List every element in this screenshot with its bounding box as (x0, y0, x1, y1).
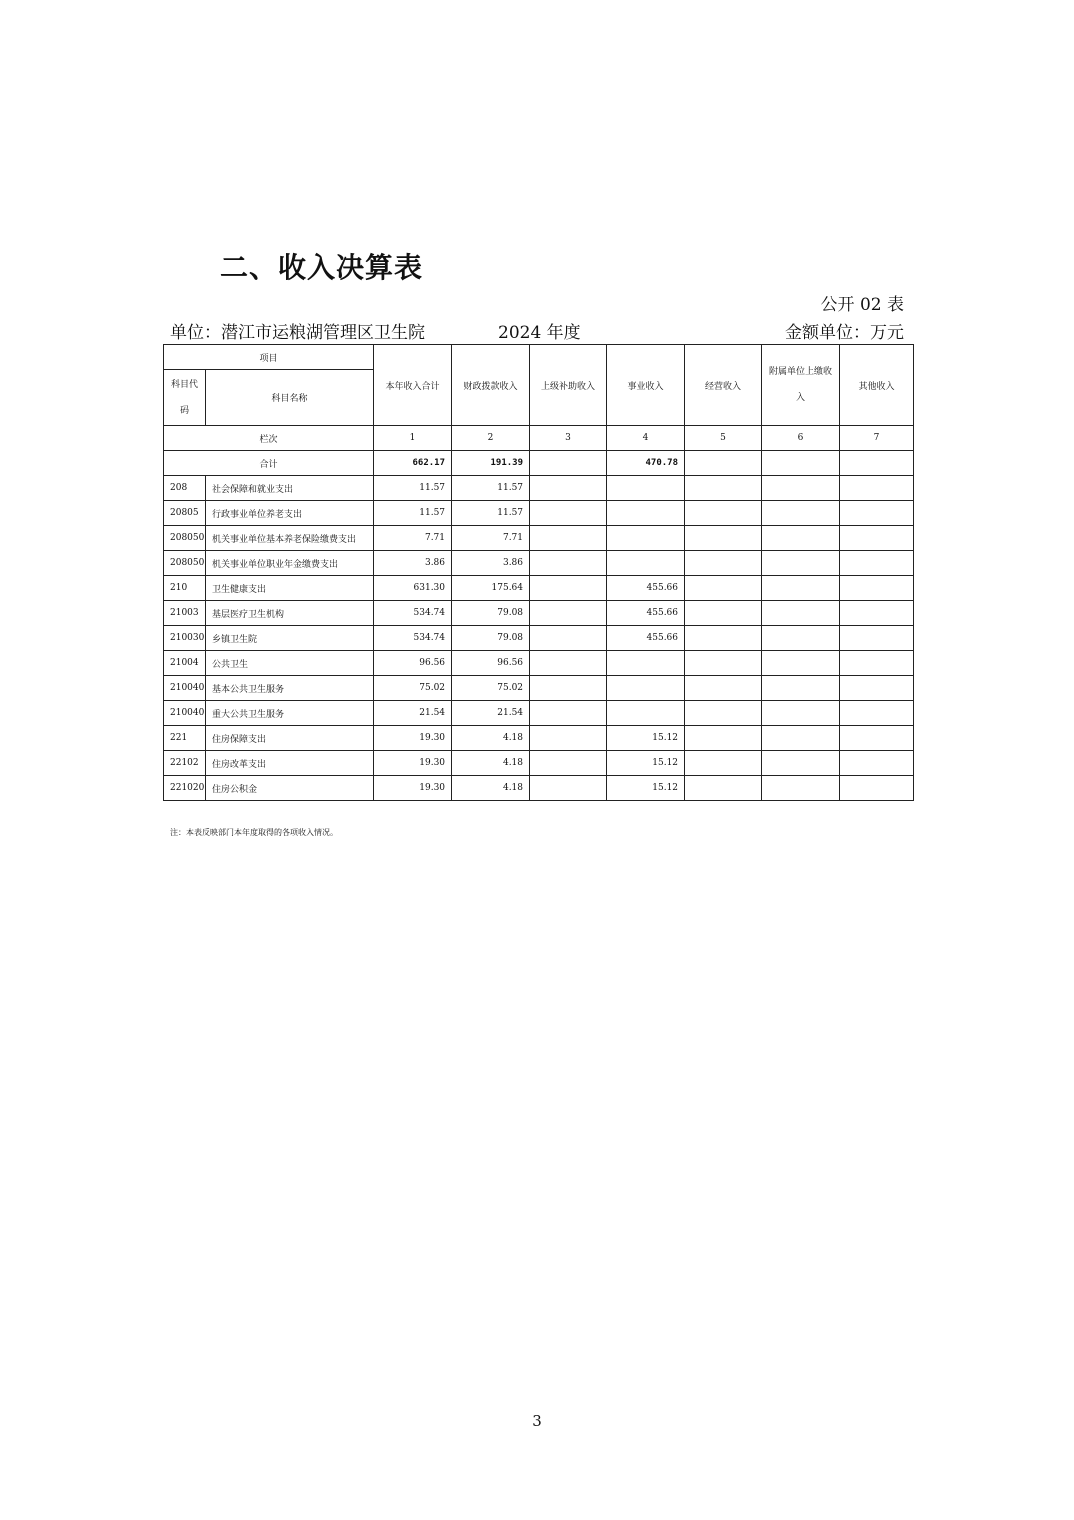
row-value: 455.66 (607, 576, 685, 601)
index-num: 5 (685, 426, 762, 451)
row-value (530, 651, 607, 676)
row-value (840, 526, 914, 551)
total-value (530, 451, 607, 476)
row-value: 96.56 (374, 651, 452, 676)
row-code: 221020 (164, 776, 206, 801)
row-value (762, 726, 840, 751)
row-value (762, 751, 840, 776)
table-row (164, 676, 914, 701)
row-value (530, 701, 607, 726)
table-note: 注：本表反映部门本年度取得的各项收入情况。 (170, 828, 338, 837)
index-row (164, 426, 914, 451)
row-value (607, 476, 685, 501)
row-value (762, 626, 840, 651)
row-value: 11.57 (452, 476, 530, 501)
page-number: 3 (532, 1412, 542, 1430)
header-col-total: 本年收入合计 (374, 345, 452, 426)
row-value: 7.71 (452, 526, 530, 551)
header-col-operating: 经营收入 (685, 345, 762, 426)
total-value (762, 451, 840, 476)
header-item: 项目 (164, 345, 374, 370)
row-value (762, 651, 840, 676)
row-value: 455.66 (607, 626, 685, 651)
row-value: 4.18 (452, 751, 530, 776)
row-value: 3.86 (452, 551, 530, 576)
header-name: 科目名称 (206, 370, 374, 426)
row-value: 4.18 (452, 726, 530, 751)
table-row (164, 751, 914, 776)
row-value: 7.71 (374, 526, 452, 551)
row-value (762, 551, 840, 576)
page-title: 二、收入决算表 (220, 251, 424, 284)
table-row (164, 626, 914, 651)
table-row (164, 576, 914, 601)
row-value (685, 776, 762, 801)
row-value (840, 601, 914, 626)
header-col-affiliated: 附属单位上缴收入 (762, 345, 840, 426)
row-value: 15.12 (607, 776, 685, 801)
row-value (840, 651, 914, 676)
income-table (163, 344, 914, 801)
row-code: 208 (164, 476, 206, 501)
row-value: 455.66 (607, 601, 685, 626)
header-row-1 (164, 345, 914, 370)
index-num: 6 (762, 426, 840, 451)
row-value (530, 476, 607, 501)
total-value (685, 451, 762, 476)
row-code: 210030 (164, 626, 206, 651)
row-value: 11.57 (374, 476, 452, 501)
total-value (840, 451, 914, 476)
row-value (840, 576, 914, 601)
row-value (840, 551, 914, 576)
row-value (530, 776, 607, 801)
row-code: 210040 (164, 701, 206, 726)
row-value (685, 726, 762, 751)
table-row (164, 601, 914, 626)
year-label: 2024 年度 (498, 323, 581, 343)
row-value (762, 776, 840, 801)
row-value (530, 751, 607, 776)
row-value (685, 576, 762, 601)
header-col-business: 事业收入 (607, 345, 685, 426)
row-value (530, 576, 607, 601)
table-row (164, 701, 914, 726)
row-value (840, 751, 914, 776)
row-code: 210040 (164, 676, 206, 701)
row-value (840, 776, 914, 801)
row-value (762, 576, 840, 601)
row-value (685, 601, 762, 626)
header-code: 科目代码 (164, 370, 206, 426)
row-value (685, 501, 762, 526)
row-name: 基本公共卫生服务 (206, 676, 374, 701)
header-col-other: 其他收入 (840, 345, 914, 426)
row-value (685, 626, 762, 651)
row-value: 75.02 (374, 676, 452, 701)
row-value (530, 501, 607, 526)
form-number: 公开 02 表 (820, 295, 904, 315)
total-value: 191.39 (452, 451, 530, 476)
row-value (685, 676, 762, 701)
row-value (840, 676, 914, 701)
total-value: 662.17 (374, 451, 452, 476)
row-name: 基层医疗卫生机构 (206, 601, 374, 626)
row-code: 21003 (164, 601, 206, 626)
unit-label: 单位：潜江市运粮湖管理区卫生院 (170, 323, 425, 343)
row-value (530, 601, 607, 626)
row-name: 机关事业单位职业年金缴费支出 (206, 551, 374, 576)
row-value (607, 701, 685, 726)
table-row (164, 476, 914, 501)
row-value: 21.54 (374, 701, 452, 726)
row-value (762, 601, 840, 626)
index-num: 4 (607, 426, 685, 451)
row-name: 住房改革支出 (206, 751, 374, 776)
row-value: 79.08 (452, 626, 530, 651)
row-value (762, 701, 840, 726)
header-col-fiscal: 财政拨款收入 (452, 345, 530, 426)
index-num: 3 (530, 426, 607, 451)
row-value: 11.57 (374, 501, 452, 526)
row-name: 乡镇卫生院 (206, 626, 374, 651)
table-row (164, 651, 914, 676)
row-value: 79.08 (452, 601, 530, 626)
row-value (762, 676, 840, 701)
row-name: 卫生健康支出 (206, 576, 374, 601)
row-value: 3.86 (374, 551, 452, 576)
row-code: 208050 (164, 526, 206, 551)
table-row (164, 526, 914, 551)
row-code: 221 (164, 726, 206, 751)
row-name: 公共卫生 (206, 651, 374, 676)
row-value (840, 501, 914, 526)
table-row (164, 726, 914, 751)
row-code: 21004 (164, 651, 206, 676)
row-name: 住房公积金 (206, 776, 374, 801)
row-value (530, 726, 607, 751)
row-name: 行政事业单位养老支出 (206, 501, 374, 526)
row-value (685, 551, 762, 576)
row-code: 20805 (164, 501, 206, 526)
total-label: 合计 (164, 451, 374, 476)
row-value (840, 701, 914, 726)
row-value (685, 751, 762, 776)
row-value: 175.64 (452, 576, 530, 601)
row-code: 208050 (164, 551, 206, 576)
row-value: 75.02 (452, 676, 530, 701)
table-row (164, 501, 914, 526)
row-code: 210 (164, 576, 206, 601)
row-value: 534.74 (374, 626, 452, 651)
row-name: 重大公共卫生服务 (206, 701, 374, 726)
row-value (840, 626, 914, 651)
row-value (685, 526, 762, 551)
row-value (530, 551, 607, 576)
row-name: 住房保障支出 (206, 726, 374, 751)
row-value (762, 501, 840, 526)
row-value: 19.30 (374, 726, 452, 751)
row-value (607, 501, 685, 526)
row-value (607, 651, 685, 676)
row-name: 社会保障和就业支出 (206, 476, 374, 501)
row-value: 19.30 (374, 776, 452, 801)
row-value (607, 526, 685, 551)
row-value (762, 526, 840, 551)
row-value (685, 476, 762, 501)
row-value: 15.12 (607, 751, 685, 776)
row-name: 机关事业单位基本养老保险缴费支出 (206, 526, 374, 551)
row-value (530, 676, 607, 701)
row-value: 534.74 (374, 601, 452, 626)
row-value: 19.30 (374, 751, 452, 776)
index-label: 栏次 (164, 426, 374, 451)
row-value (685, 651, 762, 676)
row-value (685, 701, 762, 726)
row-value: 4.18 (452, 776, 530, 801)
row-value (840, 476, 914, 501)
row-value (607, 551, 685, 576)
row-value: 96.56 (452, 651, 530, 676)
row-value: 11.57 (452, 501, 530, 526)
row-value: 631.30 (374, 576, 452, 601)
row-value (840, 726, 914, 751)
table-row (164, 551, 914, 576)
index-num: 7 (840, 426, 914, 451)
table-row (164, 776, 914, 801)
index-num: 1 (374, 426, 452, 451)
total-value: 470.78 (607, 451, 685, 476)
index-num: 2 (452, 426, 530, 451)
money-unit-label: 金额单位：万元 (785, 323, 904, 343)
row-value: 21.54 (452, 701, 530, 726)
row-value (607, 676, 685, 701)
row-code: 22102 (164, 751, 206, 776)
header-col-superior: 上级补助收入 (530, 345, 607, 426)
row-value (762, 476, 840, 501)
row-value (530, 626, 607, 651)
row-value: 15.12 (607, 726, 685, 751)
row-value (530, 526, 607, 551)
total-row (164, 451, 914, 476)
